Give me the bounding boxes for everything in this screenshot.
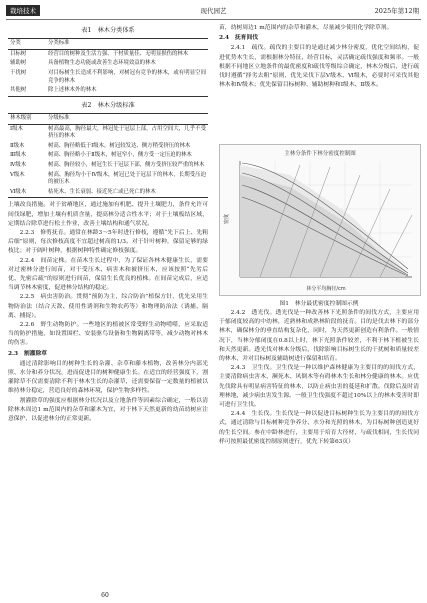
x-axis-label: 林分平均胸径/cm: [306, 286, 346, 292]
figure-chart: [220, 145, 420, 295]
table-cell: 对目标树生长造成不利影响，对树冠有竞争的林木，或有明显空间竞争的林木: [48, 69, 206, 84]
table-cell: Ⅳ级木: [10, 161, 27, 168]
body-paragraph: 通过清除影响目的树种生长的杂灌、杂草和藤本植物，改善林分内部光照、水分和养分状况，进而促进目的树种健康生长。在适宜的经营强度下，割灌除草不仅需要清除不利于林木生长的杂灌草，还需要保留一定数量的植被以维持林分稳定，营造良好的森林环境，保护生物多样性。: [8, 360, 208, 395]
table-cell: 枯死木、生长衰弱、接近死亡或已死亡的林木: [46, 188, 208, 198]
table-row: [8, 171, 208, 188]
body-paragraph: 2.2.4 间苗定株。在苗木生长过程中，为了保证各林木健康生长，需要对过密林分进行间苗，对于受压木、病害木和被挤压木，应该按照“先劣后优、先密后疏”的原则进行间苗，保留生长优良的植株。在间苗完成后，应适当调节林木密度，促进林分结构的稳定。: [8, 257, 208, 292]
table-row: [8, 124, 208, 142]
table2-caption: 表2 林木分级标准: [81, 101, 135, 109]
table-cell: 树高、胸径略小于Ⅱ级木，树冠窄小，侧方受一定压迫的林木: [48, 152, 192, 159]
table-cell: 树高最高，胸径最大，林冠处于冠层上部，占用空间大，几乎不受挤压的林木: [48, 125, 206, 140]
table-row: [8, 142, 208, 152]
table-cell: 树高、胸径均小于Ⅳ级木，树冠已处于冠层下的林木，长期受压迫的被压木: [48, 171, 206, 186]
y-axis-label: 密度: [224, 213, 230, 225]
body-paragraph: 2.2.6 野生动物防护。一些地区的植被区常受野生动物啃噬，应采取适当的防护措施，如设置围栏、安装驱鸟设备和生物隔离带等，减少动物对林木的伤害。: [8, 321, 208, 347]
body-paragraph: 上壤改良措施。对于贫瘠地区，通过施加有机肥、提升土壤肥力，条件允许可间伐绿肥，增加土壤有机质含量，提高林分适合性水平；对于土壤板结区域，定期结合除草进行松土作业，改善土壤结构和通气状况。: [8, 202, 208, 227]
table-cell: 辅助树: [10, 60, 27, 67]
journal-title: 现代园艺: [200, 7, 227, 15]
table1: [8, 38, 208, 97]
body-paragraph: 苗，幼树周边1 m范围内的杂草和灌木，尽量减少使用化学除草剂。: [219, 25, 393, 31]
figure-title: 主林分条件下林分密度控制图: [284, 151, 356, 157]
table-row: [8, 49, 208, 59]
body-paragraph: 2.2.5 病虫害防治。贯彻“预防为主，综合防治”植保方针，优先采用生物防治法（结合天敌、使用性诱剂和生物农药等）和物理防治法（诱捕、隔离、捕捉）。: [8, 294, 208, 319]
table-cell: 干扰树: [10, 69, 27, 76]
table1-header: 分类: [8, 39, 46, 50]
body-paragraph: 2.4.2 透光伐。透光伐是一种改善林下光照条件的间伐方式，主要应用于郁闭度较高的中幼林，近熟林和成熟林阶段的抚育。目的是伐去林下的部分林木，确保林分的垂直结构复杂化，同时，为天然更新创造有利条件。一般情况下，当林分郁闭度在0.8以上时，林下光照条件较差，不利于林下植被生长和天然更新。透光伐对林木分级后，伐除影响目标树生长的干扰树和质量较差的林木，并对目标树及辅助树进行保留和培育。: [219, 310, 419, 363]
density-control-figure: [219, 144, 421, 296]
table-cell: Ⅵ级木: [8, 188, 46, 198]
body-paragraph: 2.4.4 生长伐。生长伐是一种以促进目标树种生长为主要目的的间伐方式，通过清除与目标树种竞争养分、水分和光照的林木，为目标树种创造更好的生长空间。参在中龄林进行，主要用于培育大径材，与疏伐相同，生长伐同样可按照最优密度控制原则进行，优先下转第63页）: [219, 411, 419, 445]
figure-caption: 图1 林分最优密度控制图示例: [279, 301, 359, 307]
table-cell: Ⅴ级木: [10, 171, 25, 178]
body-paragraph: 2.2.3 修剪抚育。通常在林龄3～5年时进行修枝，遵循“先下后上、先粗后细”原则，每次修枝高度不宜超过树高的1/3。对于针叶树种，保留足够的绿枝比；对于阔叶树种，根据树种特性确定修枝强度。: [8, 229, 208, 255]
table-cell: 除上述林木外的林木: [46, 86, 208, 96]
table-cell: 经营目的树种及生活力强、干材质量佳、无明显损伤的林木: [48, 50, 189, 57]
body-paragraph: 2.4.1 疏伐。疏伐的主要目的是通过减少林分密度，优化空间结构，促进优势木生长，需根据林分特征、经营目标，灵活确定疏伐强度和频率。一般根据不同地区立地条件的最优密度和疏伐等级综合确定，林木分级后，进行疏伐时遵循“择劣去粗”原则，优先采伐下层Ⅴ级木、Ⅵ级木，必要时可采伐其他林木和Ⅳ级木；优先保留目标树种、辅助树种和Ⅰ级木、Ⅱ级木。: [219, 45, 419, 89]
table-cell: 其他树: [8, 86, 46, 96]
page-number: 60: [101, 592, 109, 599]
table-cell: 目标树: [10, 50, 27, 57]
table-row: [8, 59, 208, 69]
table2: [8, 113, 208, 198]
table-cell: 树高、胸径较小，树冠生长于冠层下部，侧方受挤压较严重的林木: [48, 161, 205, 168]
table-cell: 具备植物生态功能或改善生态环境效益的林木: [48, 60, 156, 67]
table2-header: 林木级别: [8, 113, 46, 124]
body-paragraph: 割灌除草的强度应根据林分状况以及立地条件等因素综合确定，一般以清除林木周边1 m范围内的杂草和灌木为宜，对于林下天然更新的幼苗幼树应注意保护，以促进林分的正常更新。: [8, 397, 208, 422]
table-row: [8, 188, 208, 198]
table1-header: 分类标准: [46, 39, 208, 50]
section-heading: 2.4 抚育间伐: [219, 35, 259, 42]
table-row: [8, 86, 208, 96]
right-column-top: [219, 24, 419, 90]
header-rule: [6, 19, 421, 20]
table-row: [8, 161, 208, 171]
page-header: [0, 0, 427, 20]
table-cell: 树高、胸径略低于Ⅰ级木，树冠较发达、侧方稍受挤压的林木: [48, 142, 191, 149]
left-column: [8, 24, 208, 424]
table1-caption: 表1 林木分类体系: [81, 27, 135, 34]
body-paragraph: 2.4.3 卫生伐。卫生伐是一种以维护森林健康为主要目的的间伐方式，主要清除病虫害木、濒死木、风倒木等有碍林木生长和林分健康的林木。应优先伐除具有明显病害特征的林木，以防止病虫害的蔓延和扩散。伐除后及时清理林地，减少病虫害发生源。一般卫生伐强度不超过10%以上的林木受害时即可进行卫生伐。: [219, 365, 419, 409]
table-row: [8, 69, 208, 86]
section-heading: 2.3 割灌除草: [8, 350, 48, 357]
table-cell: Ⅱ级木: [10, 142, 25, 149]
table2-header: 分级标准: [46, 113, 208, 124]
table-cell: Ⅰ级木: [10, 125, 23, 132]
density-band: [240, 175, 405, 277]
section-tag: 栽培技术: [6, 5, 40, 16]
issue-label: 2025年第12期: [374, 7, 419, 15]
table-cell: Ⅲ级木: [10, 152, 26, 159]
table-row: [8, 151, 208, 161]
right-column-bottom: [219, 309, 419, 447]
